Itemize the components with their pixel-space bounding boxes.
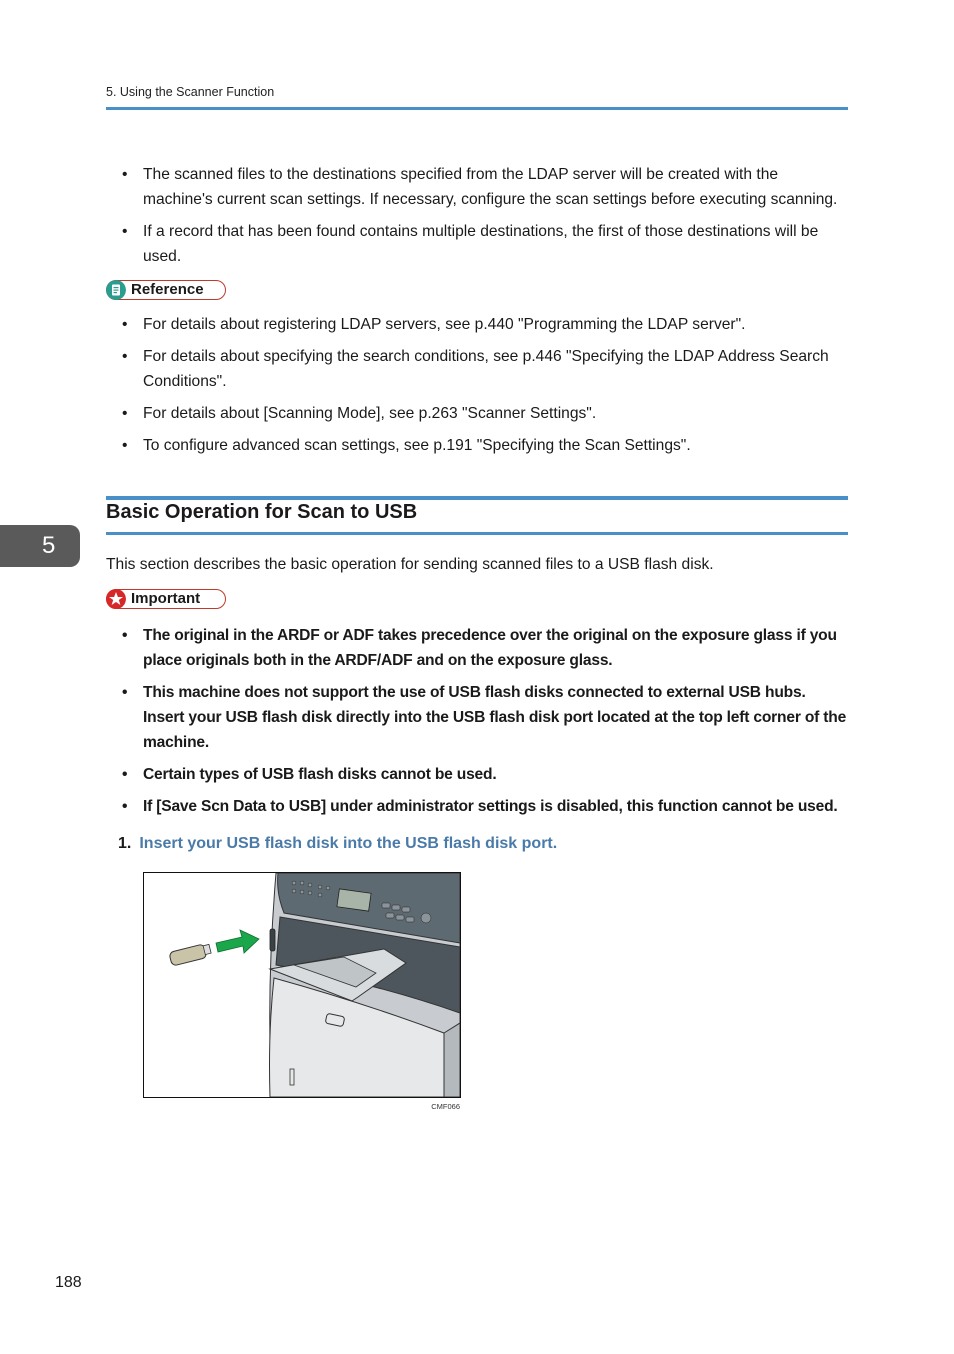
reference-label: Reference bbox=[131, 281, 204, 298]
star-icon bbox=[106, 589, 126, 609]
important-label: Important bbox=[131, 590, 201, 607]
section-rule-top bbox=[106, 496, 848, 500]
usb-insert-illustration bbox=[143, 872, 461, 1098]
insert-arrow bbox=[216, 930, 259, 953]
page-number: 188 bbox=[55, 1274, 82, 1291]
bullet: • bbox=[122, 766, 128, 783]
list-item: • If [Save Scn Data to USB] under administrator settings is disabled, this function cannot be used. bbox=[106, 794, 848, 819]
bullet: • bbox=[122, 316, 128, 333]
bullet: • bbox=[122, 798, 128, 815]
usb-flash-disk bbox=[169, 944, 211, 966]
bullet: • bbox=[122, 684, 128, 701]
header-rule bbox=[106, 107, 848, 110]
list-item: • To configure advanced scan settings, see p.191 "Specifying the Scan Settings". bbox=[106, 433, 848, 458]
list-item: • The scanned files to the destinations specified from the LDAP server will be created with the machine's current scan settings. If necessary, configure the scan settings before executing scanning. bbox=[106, 162, 848, 212]
step-1 bbox=[118, 835, 557, 853]
list-item: • For details about [Scanning Mode], see p.263 "Scanner Settings". bbox=[106, 401, 848, 426]
bullet: • bbox=[122, 405, 128, 422]
bullet: • bbox=[122, 627, 128, 644]
bullet: • bbox=[122, 348, 128, 365]
printer-body bbox=[270, 873, 461, 1097]
important-badge bbox=[106, 589, 226, 609]
list-item: • If a record that has been found contains multiple destinations, the first of those destinations will be used. bbox=[106, 219, 848, 269]
reference-list bbox=[106, 312, 848, 465]
figure-code: CMF066 bbox=[431, 1102, 460, 1111]
list-item: • For details about registering LDAP servers, see p.440 "Programming the LDAP server". bbox=[106, 312, 848, 337]
reference-icon bbox=[106, 280, 126, 300]
list-item: • The original in the ARDF or ADF takes precedence over the original on the exposure glass if you place originals both in the ARDF/ADF and on the exposure glass. bbox=[106, 623, 848, 673]
list-item: • For details about specifying the search conditions, see p.446 "Specifying the LDAP Address Search Conditions". bbox=[106, 344, 848, 394]
list-item: • This machine does not support the use of USB flash disks connected to external USB hubs. Insert your USB flash disk directly into the USB flash disk port located at the top left corner of the machine. bbox=[106, 680, 848, 755]
bullet: • bbox=[122, 166, 128, 183]
running-head: 5. Using the Scanner Function bbox=[106, 85, 275, 99]
step-number: 1. bbox=[118, 835, 132, 852]
chapter-tab: 5 bbox=[0, 525, 80, 567]
reference-badge bbox=[106, 280, 226, 300]
printer-illustration bbox=[144, 873, 460, 1097]
important-list bbox=[106, 623, 848, 826]
step-text: Insert your USB flash disk into the USB flash disk port. bbox=[139, 835, 558, 852]
section-title: Basic Operation for Scan to USB bbox=[106, 501, 418, 523]
bullet: • bbox=[122, 437, 128, 454]
section-intro: This section describes the basic operation for sending scanned files to a USB flash disk. bbox=[106, 556, 714, 573]
section-rule-bottom bbox=[106, 532, 848, 535]
bullet: • bbox=[122, 223, 128, 240]
list-item: • Certain types of USB flash disks cannot be used. bbox=[106, 762, 848, 787]
notes-list bbox=[106, 162, 848, 276]
